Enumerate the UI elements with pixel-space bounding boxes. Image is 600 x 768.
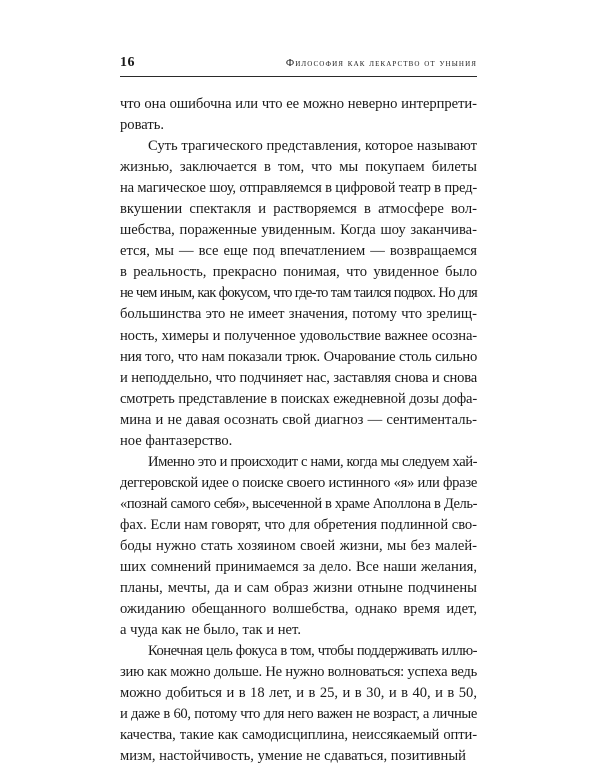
text-line: Конечная цель фокуса в том, чтобы поддерживать иллю- — [148, 643, 477, 660]
text-line: ность, химеры и полученное удовольствие важнее осозна- — [120, 327, 477, 344]
text-line: смотреть представление в поисках ежедневной дозы дофа- — [120, 390, 477, 407]
text-line: большинства это не имеет значения, потому что зрелищ- — [120, 306, 477, 323]
text-line: мина и не давая осознать свой диагноз — сентименталь- — [120, 411, 477, 428]
text-line: фах. Если нам говорят, что для обретения подлинной сво- — [120, 516, 477, 533]
body-text — [120, 94, 477, 768]
paragraph — [120, 136, 477, 452]
paragraph — [120, 641, 477, 767]
text-line: качества, такие как самодисциплина, неиссякаемый опти- — [120, 727, 477, 744]
text-line: на магическое шоу, отправляемся в цифровой театр в пред- — [120, 180, 477, 197]
text-line: и даже в 60, потому что для него важен не возраст, а личные — [120, 706, 477, 723]
text-line: Суть трагического представления, которое называют — [148, 138, 477, 155]
running-title: Философия как лекарство от уныния — [285, 58, 477, 69]
text-line: ожиданию обещанного волшебства, однако время идет, — [120, 601, 477, 618]
text-line: жизнью, заключается в том, что мы покупаем билеты — [120, 159, 477, 176]
text-line: а чуда как не было, так и нет. — [120, 622, 301, 639]
text-line: что она ошибочна или что ее можно неверно интерпрети- — [120, 96, 477, 112]
text-line: боды нужно стать хозяином своей жизни, мы без малей- — [120, 537, 477, 554]
text-line: в реальность, прекрасно понимая, что увиденное было — [120, 264, 477, 281]
text-line: ния того, что нам показали трюк. Очарование столь сильно — [120, 348, 477, 365]
page-number: 16 — [120, 55, 135, 70]
text-line: мизм, настойчивость, умение не сдаваться, позитивный — [120, 748, 466, 765]
text-line: зию как можно дольше. Не нужно волноваться: успеха ведь — [120, 664, 477, 681]
text-line: ших сомнений принимаемся за дело. Все наши желания, — [120, 559, 477, 576]
text-line: и неподдельно, что подчиняет нас, заставляя снова и снова — [120, 369, 477, 386]
paragraph — [120, 94, 477, 136]
text-line: можно добиться и в 18 лет, и в 25, и в 30, и в 40, и в 50, — [120, 685, 477, 702]
running-header — [120, 52, 477, 77]
text-line: ется, мы — все еще под впечатлением — возвращаемся — [120, 243, 477, 260]
text-line: вкушении спектакля и растворяемся в атмосфере вол- — [120, 201, 477, 218]
text-line: планы, мечты, да и сам образ жизни отныне подчинены — [120, 580, 477, 597]
text-line: шебства, пораженные увиденным. Когда шоу заканчива- — [120, 222, 477, 239]
text-line: не чем иным, как фокусом, что где-то там таился подвох. Но для — [120, 285, 477, 302]
text-line: ное фантазерство. — [120, 432, 233, 449]
text-line: Именно это и происходит с нами, когда мы следуем хай- — [148, 453, 477, 470]
text-line: деггеровской идее о поиске своего истинного «я» или фразе — [120, 474, 477, 491]
text-line: ровать. — [120, 117, 165, 134]
text-line: «познай самого себя», высеченной в храме Аполлона в Дель- — [120, 495, 477, 512]
paragraph — [120, 452, 477, 641]
